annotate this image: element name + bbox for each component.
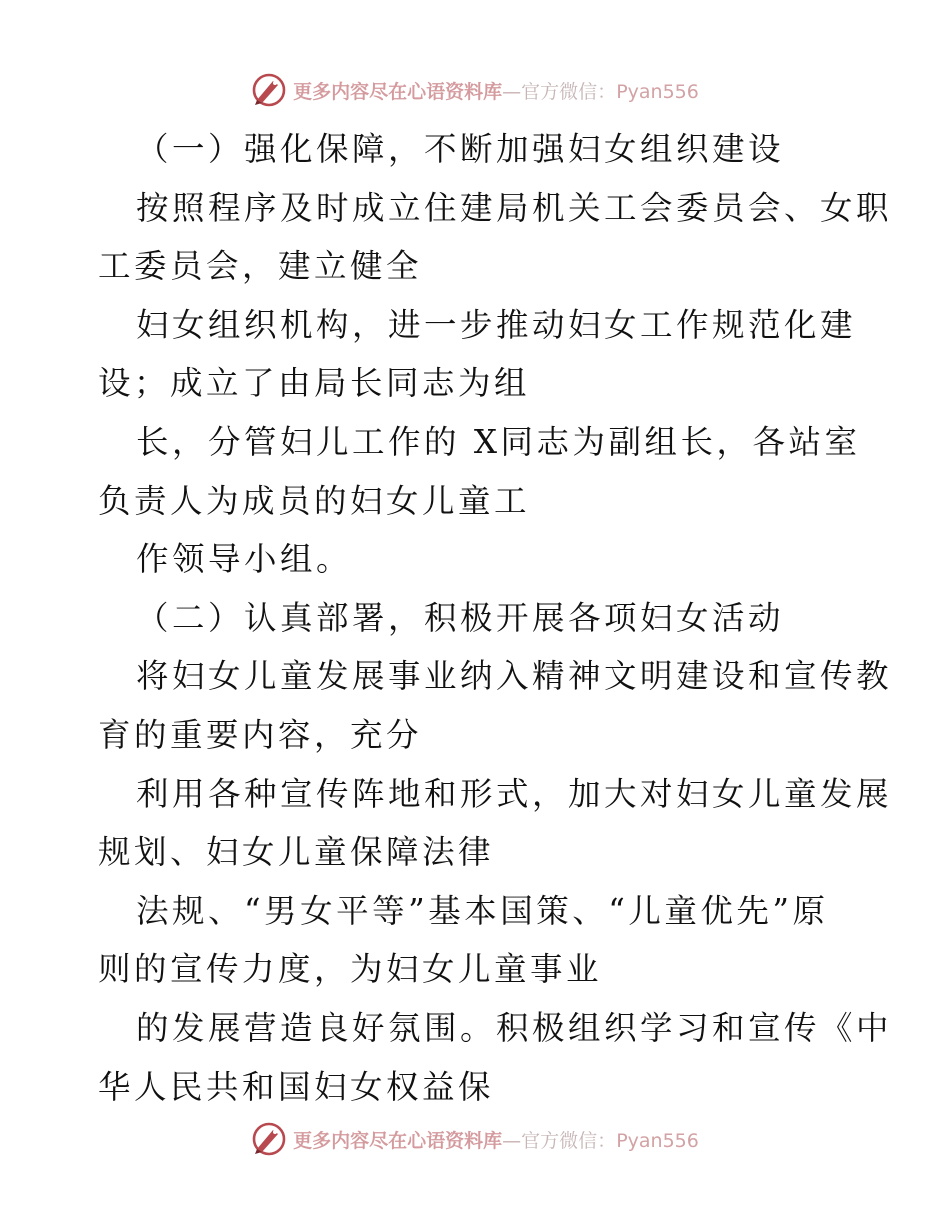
text-line: （二）认真部署，积极开展各项妇女活动	[136, 598, 785, 637]
watermark-site-name: 更多内容尽在心语资料库	[293, 80, 503, 103]
red-pen-logo-icon	[251, 1121, 287, 1157]
text-line: 则的宣传力度，为妇女儿童事业	[98, 950, 603, 989]
watermark-label: 官方微信：	[521, 1129, 617, 1152]
watermark-dash: —	[502, 1129, 522, 1152]
text-line: 设；成立了由局长同志为组	[98, 364, 531, 403]
text-line: 利用各种宣传阵地和形式，加大对妇女儿童发展	[136, 774, 893, 813]
text-line: 作领导小组。	[136, 540, 353, 579]
text-line: 工委员会，建立健全	[98, 247, 423, 286]
red-pen-logo-icon	[251, 72, 287, 108]
text-line: 规划、妇女儿童保障法律	[98, 833, 495, 872]
watermark-wechat-id: Pyan556	[616, 80, 699, 103]
watermark-wechat-id: Pyan556	[616, 1129, 699, 1152]
text-line: 长，分管妇儿工作的 X同志为副组长，各站室	[136, 422, 861, 461]
watermark-header	[0, 70, 950, 110]
text-line: 将妇女儿童发展事业纳入精神文明建设和宣传教	[136, 657, 893, 696]
text-line: （一）强化保障，不断加强妇女组织建设	[136, 130, 785, 168]
watermark-dash: —	[502, 80, 522, 103]
document-body	[98, 120, 893, 1116]
text-line: 华人民共和国妇女权益保	[98, 1067, 495, 1106]
watermark-footer	[0, 1119, 950, 1159]
watermark-label: 官方微信：	[521, 80, 617, 103]
text-line: 按照程序及时成立住建局机关工会委员会、女职	[136, 188, 893, 227]
text-line: 妇女组织机构，进一步推动妇女工作规范化建	[136, 305, 857, 344]
text-line: 负责人为成员的妇女儿童工	[98, 481, 531, 520]
watermark-site-name: 更多内容尽在心语资料库	[293, 1129, 503, 1152]
text-line: 育的重要内容，充分	[98, 715, 423, 754]
text-line: 法规、“男女平等”基本国策、“儿童优先”原	[136, 891, 829, 930]
text-line: 的发展营造良好氛围。积极组织学习和宣传《中	[136, 1008, 893, 1047]
